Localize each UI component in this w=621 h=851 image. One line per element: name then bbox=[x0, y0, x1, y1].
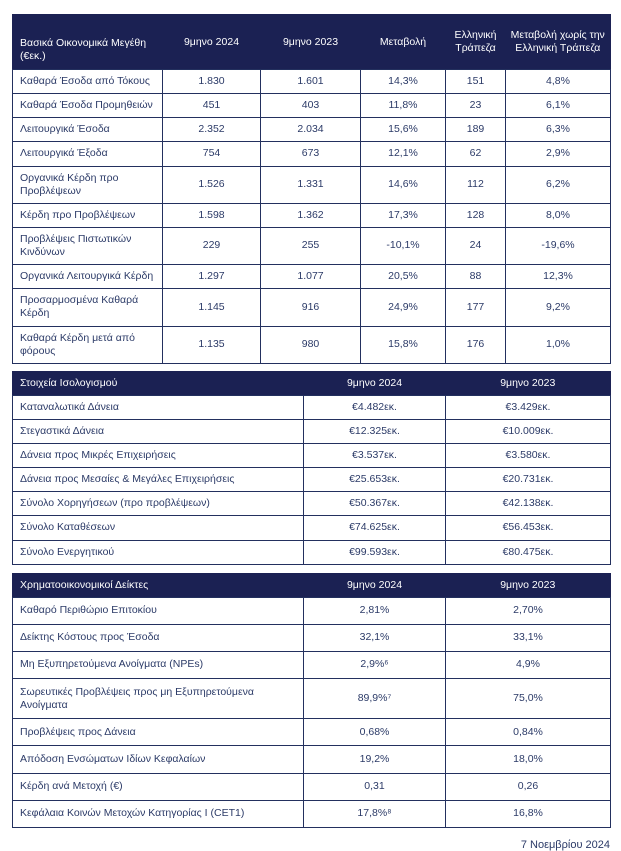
value-9m2024: 1.830 bbox=[163, 70, 261, 94]
table-row bbox=[13, 94, 611, 118]
row-label: Σύνολο Καταθέσεων bbox=[13, 516, 304, 540]
row-label: Προβλέψεις προς Δάνεια bbox=[13, 719, 304, 746]
financial-ratios-table bbox=[12, 573, 611, 828]
value-9m2023: €10.009εκ. bbox=[446, 419, 611, 443]
value-9m2023: €42.138εκ. bbox=[446, 492, 611, 516]
value-9m2023: 2.034 bbox=[261, 118, 361, 142]
table-row bbox=[13, 289, 611, 326]
row-label: Σύνολο Χορηγήσεων (προ προβλέψεων) bbox=[13, 492, 304, 516]
row-label: Σωρευτικές Προβλέψεις προς μη Εξυπηρετούμενα Ανοίγματα bbox=[13, 679, 304, 719]
balance-sheet-header-row bbox=[13, 371, 611, 395]
value-hellenic-bank: 128 bbox=[446, 203, 506, 227]
value-hellenic-bank: 62 bbox=[446, 142, 506, 166]
key-financials-table bbox=[12, 14, 611, 364]
value-9m2023: €80.475εκ. bbox=[446, 540, 611, 564]
row-label: Στεγαστικά Δάνεια bbox=[13, 419, 304, 443]
table-row bbox=[13, 468, 611, 492]
value-9m2023: 1.077 bbox=[261, 265, 361, 289]
value-9m2023: 1.601 bbox=[261, 70, 361, 94]
table-row bbox=[13, 679, 611, 719]
row-label: Μη Εξυπηρετούμενα Ανοίγματα (NPEs) bbox=[13, 651, 304, 678]
column-header-9m2023: 9μηνο 2023 bbox=[261, 15, 361, 70]
value-hellenic-bank: 88 bbox=[446, 265, 506, 289]
table-row bbox=[13, 166, 611, 203]
financial-ratios-title: Χρηματοοικονομικοί Δείκτες bbox=[13, 573, 304, 597]
value-change-excl-hellenic: 6,1% bbox=[506, 94, 611, 118]
column-header-9m2024: 9μηνο 2024 bbox=[304, 573, 446, 597]
value-9m2024: 1.526 bbox=[163, 166, 261, 203]
value-9m2023: 2,70% bbox=[446, 597, 611, 624]
value-9m2024: €3.537εκ. bbox=[304, 444, 446, 468]
row-label: Δάνεια προς Μεσαίες & Μεγάλες Επιχειρήσεις bbox=[13, 468, 304, 492]
table-row bbox=[13, 118, 611, 142]
value-change-excl-hellenic: 12,3% bbox=[506, 265, 611, 289]
value-change-excl-hellenic: 8,0% bbox=[506, 203, 611, 227]
table-row bbox=[13, 800, 611, 827]
document-date: 7 Νοεμβρίου 2024 bbox=[520, 838, 610, 851]
value-9m2024: €25.653εκ. bbox=[304, 468, 446, 492]
table-row bbox=[13, 773, 611, 800]
value-change: 12,1% bbox=[361, 142, 446, 166]
value-9m2023: 673 bbox=[261, 142, 361, 166]
value-change-excl-hellenic: 4,8% bbox=[506, 70, 611, 94]
table-row bbox=[13, 651, 611, 678]
value-9m2024: 229 bbox=[163, 227, 261, 264]
financial-ratios-header-row bbox=[13, 573, 611, 597]
value-9m2024: 1.598 bbox=[163, 203, 261, 227]
value-change: 14,3% bbox=[361, 70, 446, 94]
key-financials-title: Βασικά Οικονομικά Μεγέθη (€εκ.) bbox=[13, 15, 163, 70]
value-hellenic-bank: 189 bbox=[446, 118, 506, 142]
row-label: Λειτουργικά Έξοδα bbox=[13, 142, 163, 166]
value-9m2023: 1.331 bbox=[261, 166, 361, 203]
row-label: Προβλέψεις Πιστωτικών Κινδύνων bbox=[13, 227, 163, 264]
table-row bbox=[13, 203, 611, 227]
value-9m2024: 19,2% bbox=[304, 746, 446, 773]
table-row bbox=[13, 540, 611, 564]
value-change-excl-hellenic: -19,6% bbox=[506, 227, 611, 264]
value-change: 14,6% bbox=[361, 166, 446, 203]
table-row bbox=[13, 492, 611, 516]
table-row bbox=[13, 142, 611, 166]
value-9m2024: 2.352 bbox=[163, 118, 261, 142]
column-header-hellenic-bank: Ελληνική Τράπεζα bbox=[446, 15, 506, 70]
value-hellenic-bank: 24 bbox=[446, 227, 506, 264]
value-9m2024: 2,9%⁶ bbox=[304, 651, 446, 678]
value-9m2024: €74.625εκ. bbox=[304, 516, 446, 540]
value-9m2023: 916 bbox=[261, 289, 361, 326]
value-9m2023: 16,8% bbox=[446, 800, 611, 827]
row-label: Δείκτης Κόστους προς Έσοδα bbox=[13, 624, 304, 651]
row-label: Λειτουργικά Έσοδα bbox=[13, 118, 163, 142]
row-label: Κέρδη ανά Μετοχή (€) bbox=[13, 773, 304, 800]
value-hellenic-bank: 176 bbox=[446, 326, 506, 363]
value-9m2023: 33,1% bbox=[446, 624, 611, 651]
value-9m2023: €3.580εκ. bbox=[446, 444, 611, 468]
value-change-excl-hellenic: 9,2% bbox=[506, 289, 611, 326]
value-change-excl-hellenic: 2,9% bbox=[506, 142, 611, 166]
value-9m2024: 0,68% bbox=[304, 719, 446, 746]
value-change-excl-hellenic: 6,2% bbox=[506, 166, 611, 203]
value-9m2024: 17,8%⁸ bbox=[304, 800, 446, 827]
value-9m2023: €3.429εκ. bbox=[446, 395, 611, 419]
value-change: 11,8% bbox=[361, 94, 446, 118]
column-header-9m2023: 9μηνο 2023 bbox=[446, 371, 611, 395]
row-label: Δάνεια προς Μικρές Επιχειρήσεις bbox=[13, 444, 304, 468]
column-header-9m2024: 9μηνο 2024 bbox=[163, 15, 261, 70]
table-row bbox=[13, 395, 611, 419]
row-label: Καθαρά Έσοδα από Τόκους bbox=[13, 70, 163, 94]
row-label: Κεφάλαια Κοινών Μετοχών Κατηγορίας Ι (CET1) bbox=[13, 800, 304, 827]
value-change: 17,3% bbox=[361, 203, 446, 227]
table-row bbox=[13, 70, 611, 94]
value-9m2023: 1.362 bbox=[261, 203, 361, 227]
value-9m2024: €12.325εκ. bbox=[304, 419, 446, 443]
value-9m2024: 754 bbox=[163, 142, 261, 166]
value-change-excl-hellenic: 1,0% bbox=[506, 326, 611, 363]
value-change: 24,9% bbox=[361, 289, 446, 326]
row-label: Καταναλωτικά Δάνεια bbox=[13, 395, 304, 419]
value-change-excl-hellenic: 6,3% bbox=[506, 118, 611, 142]
table-row bbox=[13, 597, 611, 624]
value-9m2024: 2,81% bbox=[304, 597, 446, 624]
key-financials-header-row bbox=[13, 15, 611, 70]
value-change: 15,8% bbox=[361, 326, 446, 363]
table-row bbox=[13, 624, 611, 651]
value-9m2023: 0,26 bbox=[446, 773, 611, 800]
table-row bbox=[13, 419, 611, 443]
column-header-change-excl-hellenic: Μεταβολή χωρίς την Ελληνική Τράπεζα bbox=[506, 15, 611, 70]
value-hellenic-bank: 23 bbox=[446, 94, 506, 118]
row-label: Απόδοση Ενσώματων Ιδίων Κεφαλαίων bbox=[13, 746, 304, 773]
table-row bbox=[13, 516, 611, 540]
row-label: Προσαρμοσμένα Καθαρά Κέρδη bbox=[13, 289, 163, 326]
column-header-9m2024: 9μηνο 2024 bbox=[304, 371, 446, 395]
value-9m2023: 980 bbox=[261, 326, 361, 363]
value-9m2024: €50.367εκ. bbox=[304, 492, 446, 516]
value-hellenic-bank: 112 bbox=[446, 166, 506, 203]
value-9m2023: €56.453εκ. bbox=[446, 516, 611, 540]
value-hellenic-bank: 177 bbox=[446, 289, 506, 326]
value-9m2023: 403 bbox=[261, 94, 361, 118]
row-label: Σύνολο Ενεργητικού bbox=[13, 540, 304, 564]
value-9m2024: €4.482εκ. bbox=[304, 395, 446, 419]
table-row bbox=[13, 444, 611, 468]
value-change: 15,6% bbox=[361, 118, 446, 142]
value-9m2024: €99.593εκ. bbox=[304, 540, 446, 564]
value-change: 20,5% bbox=[361, 265, 446, 289]
table-row bbox=[13, 746, 611, 773]
row-label: Οργανικά Λειτουργικά Κέρδη bbox=[13, 265, 163, 289]
column-header-9m2023: 9μηνο 2023 bbox=[446, 573, 611, 597]
value-9m2024: 1.297 bbox=[163, 265, 261, 289]
value-9m2023: 18,0% bbox=[446, 746, 611, 773]
row-label: Καθαρά Έσοδα Προμηθειών bbox=[13, 94, 163, 118]
value-change: -10,1% bbox=[361, 227, 446, 264]
row-label: Καθαρά Κέρδη μετά από φόρους bbox=[13, 326, 163, 363]
value-9m2024: 451 bbox=[163, 94, 261, 118]
row-label: Καθαρό Περιθώριο Επιτοκίου bbox=[13, 597, 304, 624]
row-label: Κέρδη προ Προβλέψεων bbox=[13, 203, 163, 227]
value-9m2023: 75,0% bbox=[446, 679, 611, 719]
table-row bbox=[13, 227, 611, 264]
row-label: Οργανικά Κέρδη προ Προβλέψεων bbox=[13, 166, 163, 203]
value-9m2024: 32,1% bbox=[304, 624, 446, 651]
table-row bbox=[13, 719, 611, 746]
balance-sheet-title: Στοιχεία Ισολογισμού bbox=[13, 371, 304, 395]
table-row bbox=[13, 326, 611, 363]
value-9m2023: 4,9% bbox=[446, 651, 611, 678]
column-header-change: Μεταβολή bbox=[361, 15, 446, 70]
value-9m2024: 1.135 bbox=[163, 326, 261, 363]
value-9m2023: 0,84% bbox=[446, 719, 611, 746]
value-9m2024: 0,31 bbox=[304, 773, 446, 800]
value-hellenic-bank: 151 bbox=[446, 70, 506, 94]
value-9m2024: 1.145 bbox=[163, 289, 261, 326]
value-9m2023: 255 bbox=[261, 227, 361, 264]
balance-sheet-table bbox=[12, 371, 611, 565]
value-9m2023: €20.731εκ. bbox=[446, 468, 611, 492]
table-row bbox=[13, 265, 611, 289]
value-9m2024: 89,9%⁷ bbox=[304, 679, 446, 719]
